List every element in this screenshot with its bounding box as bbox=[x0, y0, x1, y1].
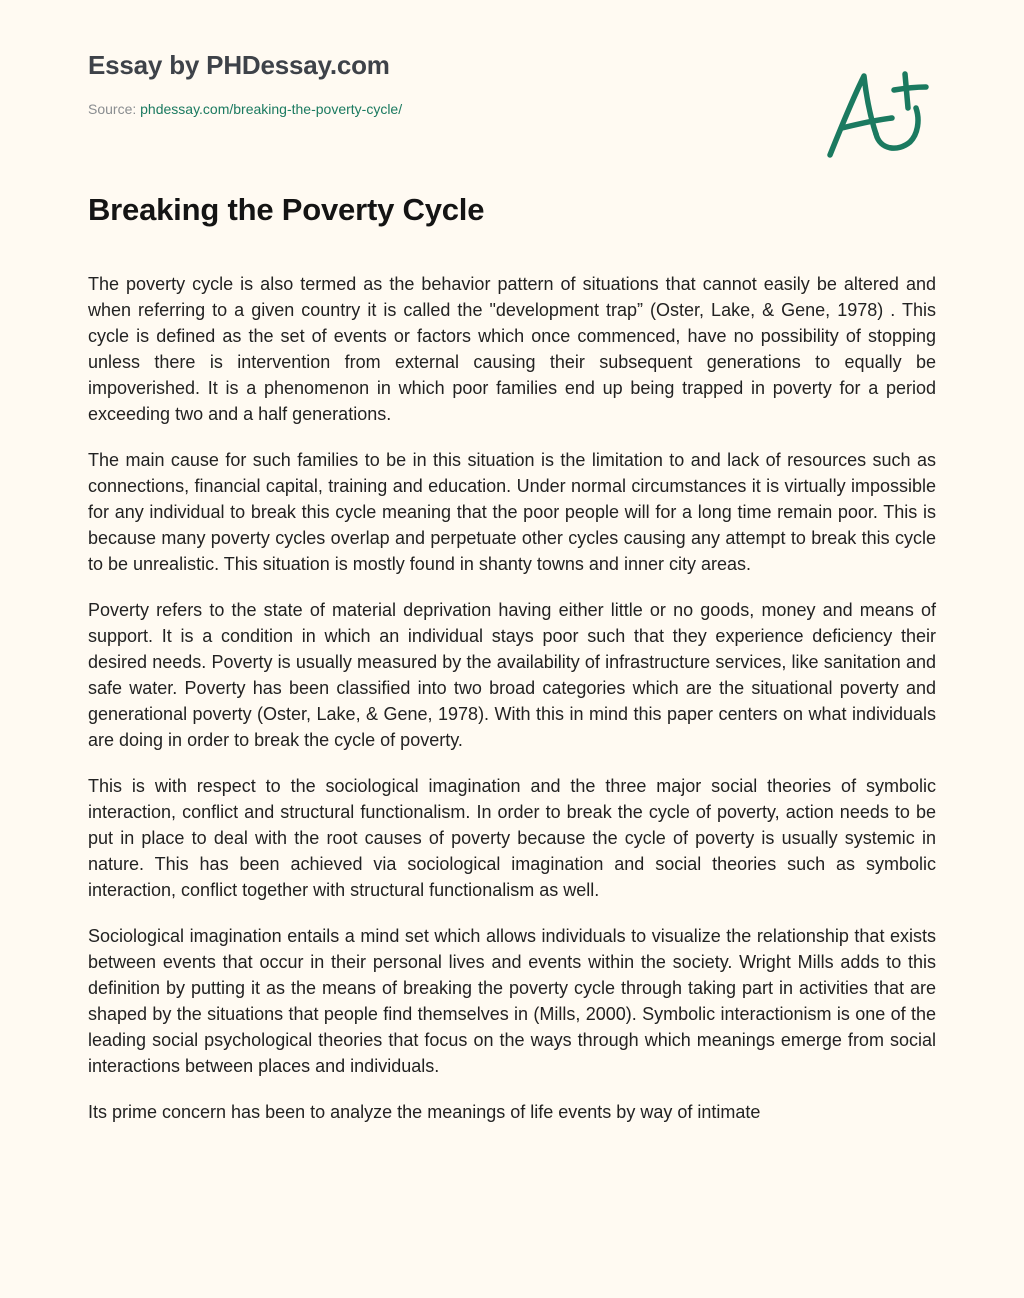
paragraph: This is with respect to the sociological imagination and the three major social theories of symbolic interaction, conflict and structural functionalism. In order to break the cycle of poverty, action needs to be put in place to deal with the root causes of poverty because the cycle of poverty is usually systemic in nature. This has been achieved via sociological imagination and social theories such as symbolic interaction, conflict together with structural functionalism as well. bbox=[88, 776, 936, 900]
source-link[interactable]: phdessay.com/breaking-the-poverty-cycle/ bbox=[140, 101, 403, 117]
paragraph: Its prime concern has been to analyze the meanings of life events by way of intimate bbox=[88, 1102, 761, 1122]
source-label: Source: bbox=[88, 101, 137, 117]
article-body bbox=[88, 271, 936, 1145]
paragraph: The poverty cycle is also termed as the behavior pattern of situations that cannot easily be altered and when referring to a given country it is called the "development trap” (Oster, Lake, & Gene, 1978) . This cycle is defined as the set of events or factors which once commenced, have no possibility of stopping unless there is intervention from external causing their subsequent generations to equally be impoverished. It is a phenomenon in which poor families end up being trapped in poverty for a period exceeding two and a half generations. bbox=[88, 274, 936, 424]
paragraph: Sociological imagination entails a mind set which allows individuals to visualize the relationship that exists between events that occur in their personal lives and events within the society. Wright Mills adds to this definition by putting it as the means of breaking the poverty cycle through taking part in activities that are shaped by the situations that people find themselves in (Mills, 2000). Symbolic interactionism is one of the leading social psychological theories that focus on the ways through which meanings emerge from social interactions between places and individuals. bbox=[88, 926, 936, 1076]
paragraph: Poverty refers to the state of material deprivation having either little or no goods, money and means of support. It is a condition in which an individual stays poor such that they experience deficiency their desired needs. Poverty is usually measured by the availability of infrastructure services, like sanitation and safe water. Poverty has been classified into two broad categories which are the situational poverty and generational poverty (Oster, Lake, & Gene, 1978). With this in mind this paper centers on what individuals are doing in order to break the cycle of poverty. bbox=[88, 600, 936, 750]
a-plus-grade-icon bbox=[818, 60, 938, 165]
article-title: Breaking the Poverty Cycle bbox=[88, 192, 485, 227]
source-line bbox=[88, 100, 788, 118]
paragraph: The main cause for such families to be in this situation is the limitation to and lack of resources such as connections, financial capital, training and education. Under normal circumstances it is virtually impossible for any individual to break this cycle meaning that the poor people will for a long time remain poor. This is because many poverty cycles overlap and perpetuate other cycles causing any attempt to break this cycle to be unrealistic. This situation is mostly found in shanty towns and inner city areas. bbox=[88, 450, 936, 574]
site-header bbox=[88, 48, 788, 118]
site-brand: Essay by PHDessay.com bbox=[88, 50, 390, 80]
